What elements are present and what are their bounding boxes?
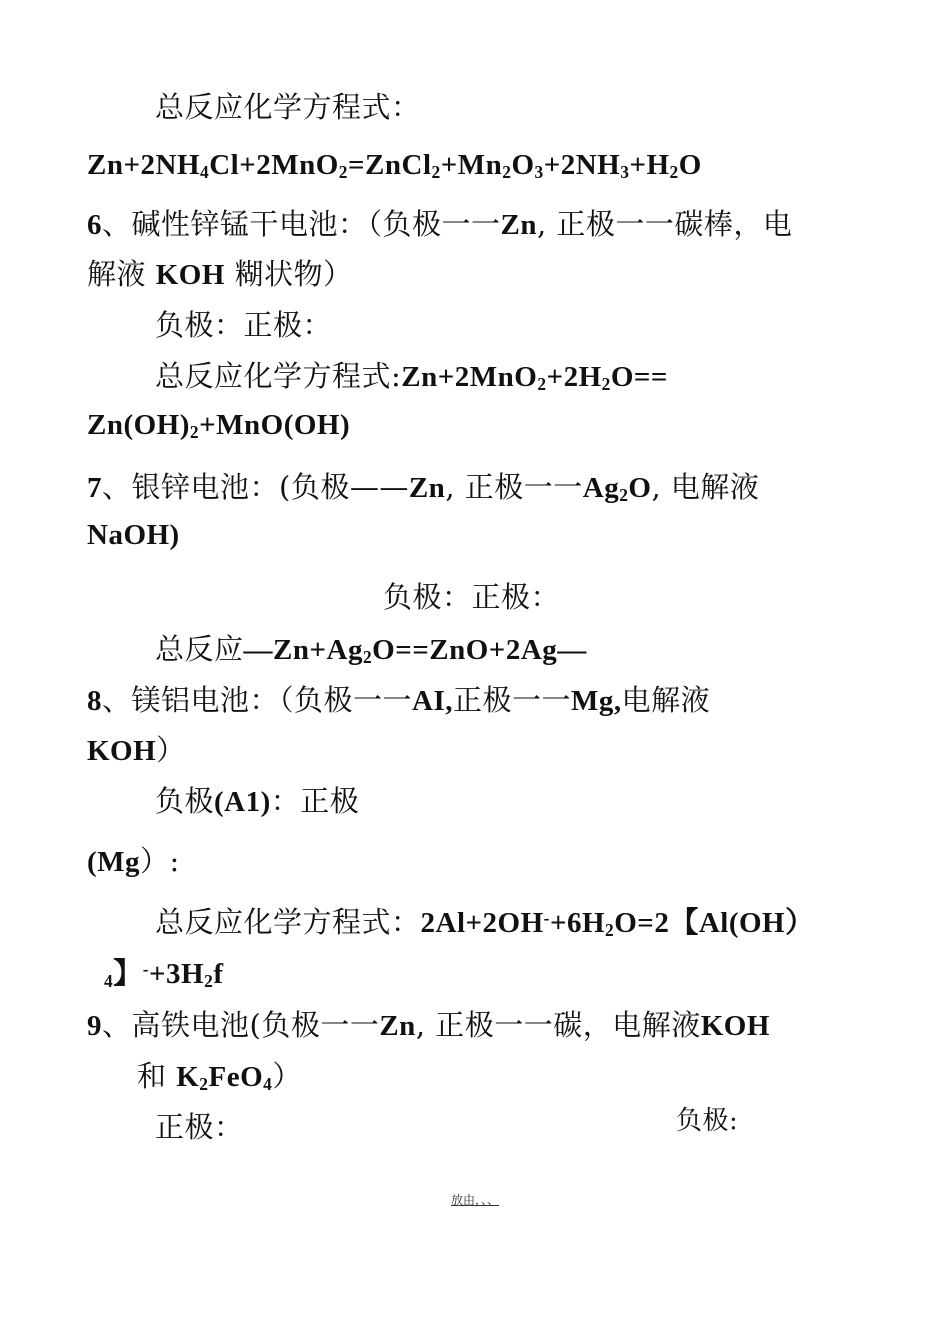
electrode-positive-9: 正极： bbox=[155, 1110, 244, 1144]
equation-8-continued: $_4$】$^-+3H_2f$ bbox=[104, 958, 224, 991]
equation-line-zn-nh4cl: $Zn+2NH_4Cl+2MnO_2=ZnCl_2+Mn_2O_3+2NH_3+H_2O$ bbox=[87, 149, 702, 182]
heading-9-continued: 和 $K_2FeO_4$） bbox=[137, 1059, 302, 1094]
electrode-labels-6: 负极：正极： bbox=[155, 308, 333, 342]
total-reaction-label: 总反应化学方程式： bbox=[155, 90, 421, 124]
heading-6-continued: 解液 KOH 糊状物） bbox=[87, 257, 353, 291]
heading-8-mg-al: 8、镁铝电池：（负极一一AI,正极一一Mg,电解液 bbox=[87, 683, 711, 717]
electrode-labels-7: 负极：正极： bbox=[383, 580, 561, 614]
electrode-labels-8: 负极(A1)：正极 bbox=[155, 784, 360, 818]
total-reaction-8: 总反应化学方程式：$2Al+2OH^-+6H_2O=2$【Al(OH） bbox=[155, 905, 815, 940]
equation-6-continued: $Zn(OH)_2+MnO(OH)$ bbox=[87, 409, 351, 442]
heading-6-alkaline-battery: 6、碱性锌锰干电池：（负极一一Zn, 正极一一碳棒，电 bbox=[87, 207, 793, 241]
total-reaction-7: 总反应$—Zn+Ag_2O==ZnO+2Ag—$ bbox=[155, 632, 587, 667]
electrode-negative-9: 负极: bbox=[676, 1106, 739, 1136]
heading-8-continued: KOH） bbox=[87, 733, 186, 767]
heading-9-ferrate: 9、高铁电池(负极一一Zn, 正极一一碳，电解液KOH bbox=[87, 1008, 770, 1042]
page-footer: 放由，、、 bbox=[450, 1193, 499, 1207]
electrode-labels-8-continued: (Mg）: bbox=[87, 844, 180, 878]
heading-7-continued: NaOH) bbox=[87, 519, 180, 551]
heading-7-silver-zinc: 7、银锌电池：(负极——Zn, 正极一一$Ag_2O$, 电解液 bbox=[87, 470, 760, 505]
total-reaction-6: 总反应化学方程式$:Zn+2MnO_2+2H_2O==$ bbox=[155, 359, 668, 394]
